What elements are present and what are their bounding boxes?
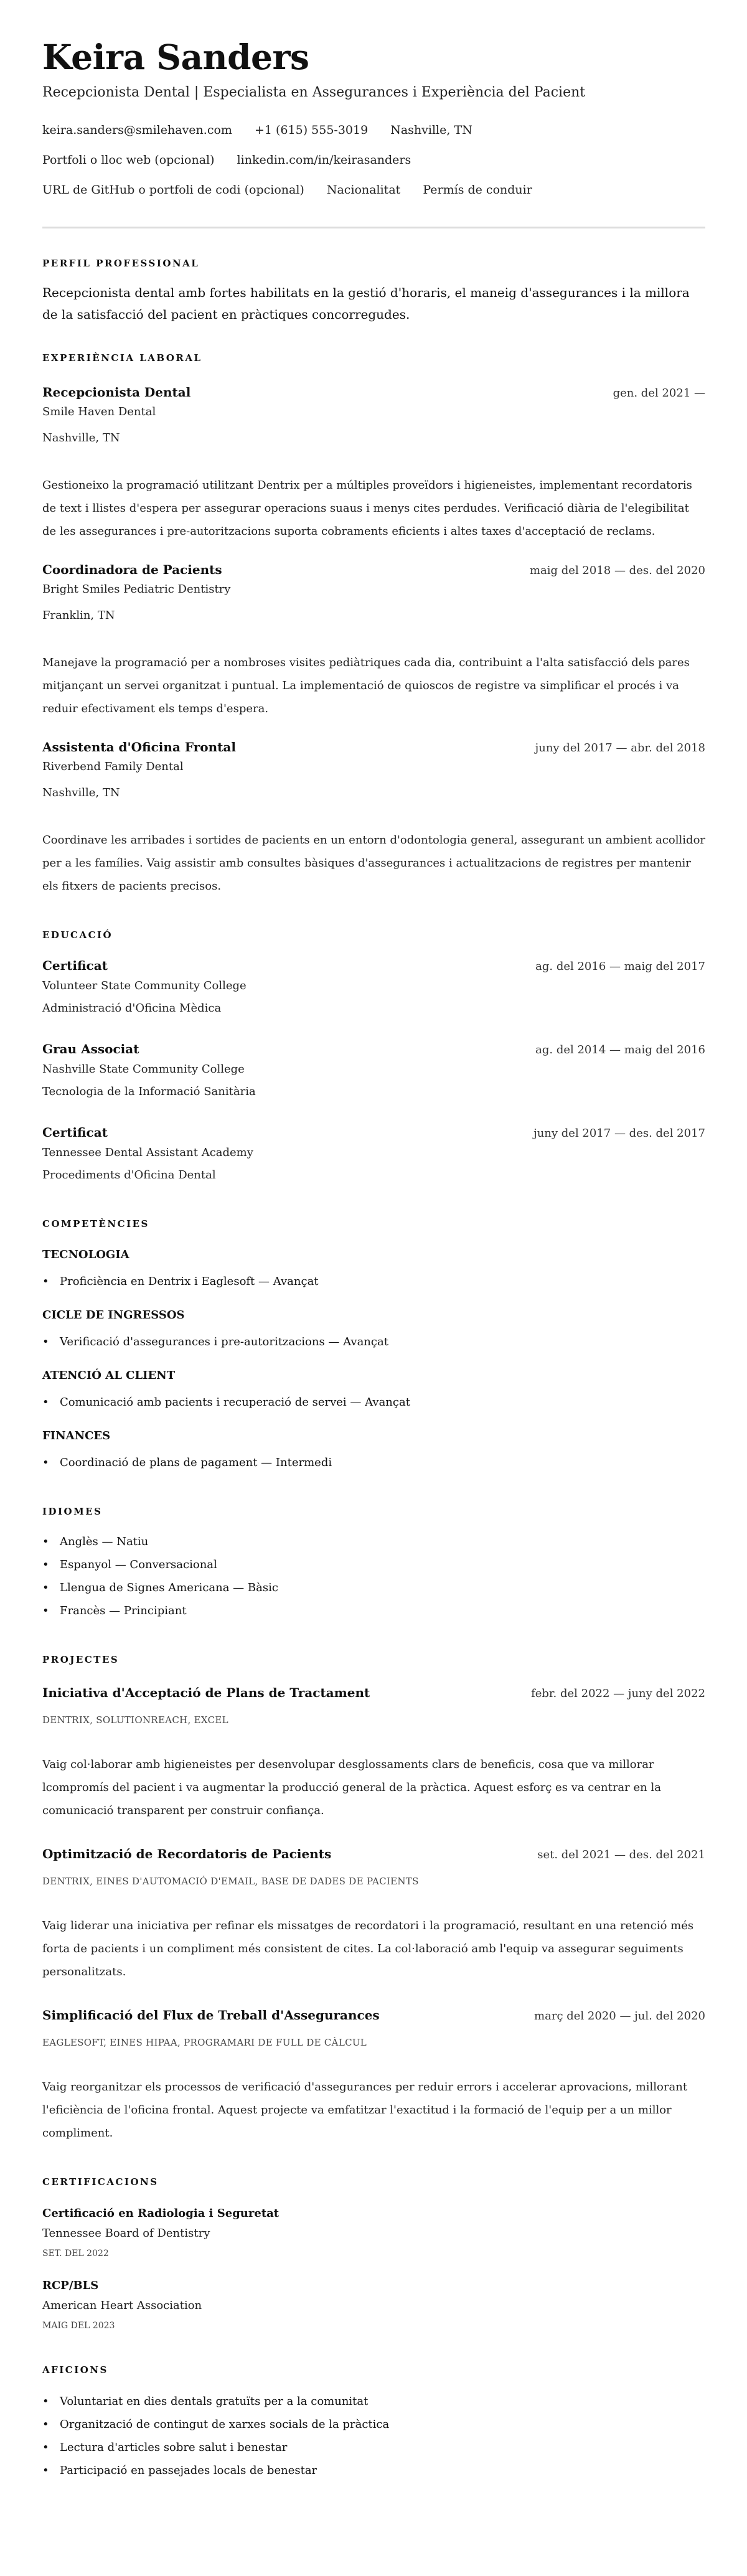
projects-section [42,1653,705,2145]
skill-item: • Proficiència en Dentrix i Eaglesoft — Avançat [42,1270,705,1293]
contact-row [42,122,705,138]
portfolio-link[interactable]: Portfoli o lloc web (opcional) [42,153,215,167]
language-item: • Llengua de Signes Americana — Bàsic [42,1576,705,1599]
education-item [42,1123,705,1187]
skill-list [42,1391,705,1414]
school: Tennessee Dental Assistant Academy [42,1146,253,1159]
project-tags: DENTRIX, EINES D'AUTOMACIÓ D'EMAIL, BASE DE DADES DE PACIENTS [42,1876,419,1887]
contact-row [42,152,705,168]
candidate-name: Keira Sanders [42,37,309,77]
skill-category: FINANCES [42,1429,111,1442]
project-tags: EAGLESOFT, EINES HIPAA, PROGRAMARI DE FULL DE CÀLCUL [42,2037,367,2048]
header-divider [42,227,705,228]
profile-section [42,257,705,326]
experience-item [42,738,705,898]
project-title: Optimització de Recordatoris de Pacients [42,1846,332,1861]
certification-item [42,2204,705,2260]
job-description: Coordinave les arribades i sortides de pacients en un entorn d'odontologia general, assegurant un ambient acollidor per a les famílies. Vaig assistir amb consultes bàsiques d'assegurances i actualitzacions de registres per mantenir els fitxers de pacients precisos. [42,834,706,893]
phone: +1 (615) 555-3019 [254,123,369,137]
language-item: • Francès — Principiant [42,1599,705,1622]
date-range: març del 2020 — jul. del 2020 [534,2010,705,2023]
hobby-item: • Lectura d'articles sobre salut i benestar [42,2436,705,2459]
item-header [42,1683,705,1702]
hobbies-section [42,2364,705,2482]
language-item: • Anglès — Natiu [42,1530,705,1553]
company: Bright Smiles Pediatric Dentistry [42,583,231,596]
job-location: Nashville, TN [42,431,120,444]
project-tags: DENTRIX, SOLUTIONREACH, EXCEL [42,1714,228,1726]
driving-license: Permís de conduir [423,183,532,197]
date-range: set. del 2021 — des. del 2021 [537,1848,705,1861]
profile-summary: Recepcionista dental amb fortes habilitats en la gestió d'horaris, el maneig d'assegurances i la millora de la satisfacció del pacient en pràctiques concorregudes. [42,285,690,322]
section-heading: EDUCACIÓ [42,929,113,941]
skills-section [42,1218,705,1474]
job-description: Manejave la programació per a nombroses visites pediàtriques cada dia, contribuint a l'alta satisfacció dels pares mitjançant un servei organitzat i puntual. La implementació de quioscos de registre va simplificar el procés i va reduir efectivament els temps d'espera. [42,656,690,715]
skill-list [42,1451,705,1474]
item-header [42,383,705,402]
field-of-study: Procediments d'Oficina Dental [42,1168,216,1182]
job-title: Assistenta d'Oficina Frontal [42,740,236,754]
date-range: ag. del 2014 — maig del 2016 [535,1043,705,1056]
item-header [42,1845,705,1863]
project-description: Vaig reorganitzar els processos de verificació d'assegurances per reduir errors i accelerar aprovacions, millorant l'eficiència de l'oficina frontal. Aquest projecte va emfatitzar l'exactitud i la formació de l'equip per a un millor compliment. [42,2080,688,2140]
skill-category: ATENCIÓ AL CLIENT [42,1369,176,1382]
experience-item [42,383,705,543]
certification-date: SET. DEL 2022 [42,2249,109,2259]
headline: Recepcionista Dental | Especialista en Assegurances i Experiència del Pacient [42,85,586,100]
degree: Certificat [42,958,108,973]
languages-section [42,1505,705,1622]
skill-item: • Verificació d'assegurances i pre-autoritzacions — Avançat [42,1330,705,1353]
project-description: Vaig col·laborar amb higieneistes per desenvolupar desglossaments clars de beneficis, cosa que va millorar lcompromís del pacient i va augmentar la producció general de la pràctica. Aquest esforç es va centrar en la comunicació transparent per construir confiança. [42,1758,661,1817]
language-item: • Espanyol — Conversacional [42,1553,705,1576]
item-header [42,1123,705,1142]
section-heading: COMPETÈNCIES [42,1218,149,1229]
section-heading: CERTIFICACIONS [42,2176,159,2188]
job-title: Recepcionista Dental [42,385,191,400]
date-range: maig del 2018 — des. del 2020 [529,564,705,577]
skill-list [42,1270,705,1293]
section-heading: EXPERIÈNCIA LABORAL [42,352,202,364]
certification-item [42,2277,705,2333]
skill-category: TECNOLOGIA [42,1248,129,1261]
project-description: Vaig liderar una iniciativa per refinar els missatges de recordatori i la programació, resultant en una retenció més forta de pacients i un compliment més consistent de cites. La col·laboració amb l'equip va assegurar seguiments personalitzats. [42,1919,694,1978]
language-list [42,1530,705,1622]
job-title: Coordinadora de Pacients [42,562,222,577]
date-range: juny del 2017 — des. del 2017 [533,1127,705,1140]
certification-date: MAIG DEL 2023 [42,2321,115,2331]
degree: Certificat [42,1125,108,1140]
item-header [42,1040,705,1058]
hobby-item: • Participació en passejades locals de benestar [42,2459,705,2482]
experience-item [42,560,705,720]
item-header [42,738,705,756]
hobby-list [42,2390,705,2482]
project-item [42,1683,705,1822]
email-link[interactable]: keira.sanders@smilehaven.com [42,123,232,137]
date-range: ag. del 2016 — maig del 2017 [535,960,705,973]
skill-item: • Comunicació amb pacients i recuperació de servei — Avançat [42,1391,705,1414]
section-heading: PROJECTES [42,1654,120,1665]
field-of-study: Tecnologia de la Informació Sanitària [42,1085,256,1098]
issuer: American Heart Association [42,2299,202,2312]
hobby-item: • Voluntariat en dies dentals gratuïts per a la comunitat [42,2390,705,2413]
nationality: Nacionalitat [326,183,401,197]
field-of-study: Administració d'Oficina Mèdica [42,1002,222,1015]
section-heading: PERFIL PROFESSIONAL [42,258,200,269]
date-range: juny del 2017 — abr. del 2018 [535,741,705,754]
section-heading: AFICIONS [42,2364,108,2376]
item-header [42,956,705,975]
item-header [42,2006,705,2024]
job-location: Nashville, TN [42,786,120,799]
company: Smile Haven Dental [42,405,156,418]
hobby-item: • Organització de contingut de xarxes socials de la pràctica [42,2413,705,2436]
skill-list [42,1330,705,1353]
degree: Grau Associat [42,1041,139,1056]
item-header [42,560,705,579]
certification-name: Certificació en Radiologia i Seguretat [42,2207,280,2220]
resume-header [42,35,705,198]
linkedin-link[interactable]: linkedin.com/in/keirasanders [237,153,411,167]
github-link[interactable]: URL de GitHub o portfoli de codi (opcional) [42,183,304,197]
certification-name: RCP/BLS [42,2279,99,2292]
location: Nashville, TN [390,123,472,137]
school: Volunteer State Community College [42,979,247,992]
issuer: Tennessee Board of Dentistry [42,2227,210,2240]
education-item [42,1040,705,1103]
education-item [42,956,705,1020]
contact-row [42,182,705,198]
experience-section [42,352,705,898]
date-range: gen. del 2021 — [613,387,705,400]
project-title: Iniciativa d'Acceptació de Plans de Tractament [42,1685,370,1700]
project-item [42,2006,705,2145]
skill-category: CICLE DE INGRESSOS [42,1309,185,1322]
job-location: Franklin, TN [42,609,115,622]
date-range: febr. del 2022 — juny del 2022 [531,1687,705,1700]
certifications-section [42,2176,705,2333]
skill-item: • Coordinació de plans de pagament — Intermedi [42,1451,705,1474]
project-title: Simplificació del Flux de Treball d'Assegurances [42,2008,380,2023]
job-description: Gestioneixo la programació utilitzant Dentrix per a múltiples proveïdors i higieneistes, implementant recordatoris de text i llistes d'espera per assegurar operacions suaus i menys cites perdudes. Verificació diària de l'elegibilitat de les assegurances i pre-autoritzacions suporta cobraments eficients i altes taxes d'acceptació de reclams. [42,479,692,538]
section-heading: IDIOMES [42,1506,103,1517]
education-section [42,929,705,1187]
school: Nashville State Community College [42,1063,245,1076]
project-item [42,1845,705,1983]
company: Riverbend Family Dental [42,760,184,773]
